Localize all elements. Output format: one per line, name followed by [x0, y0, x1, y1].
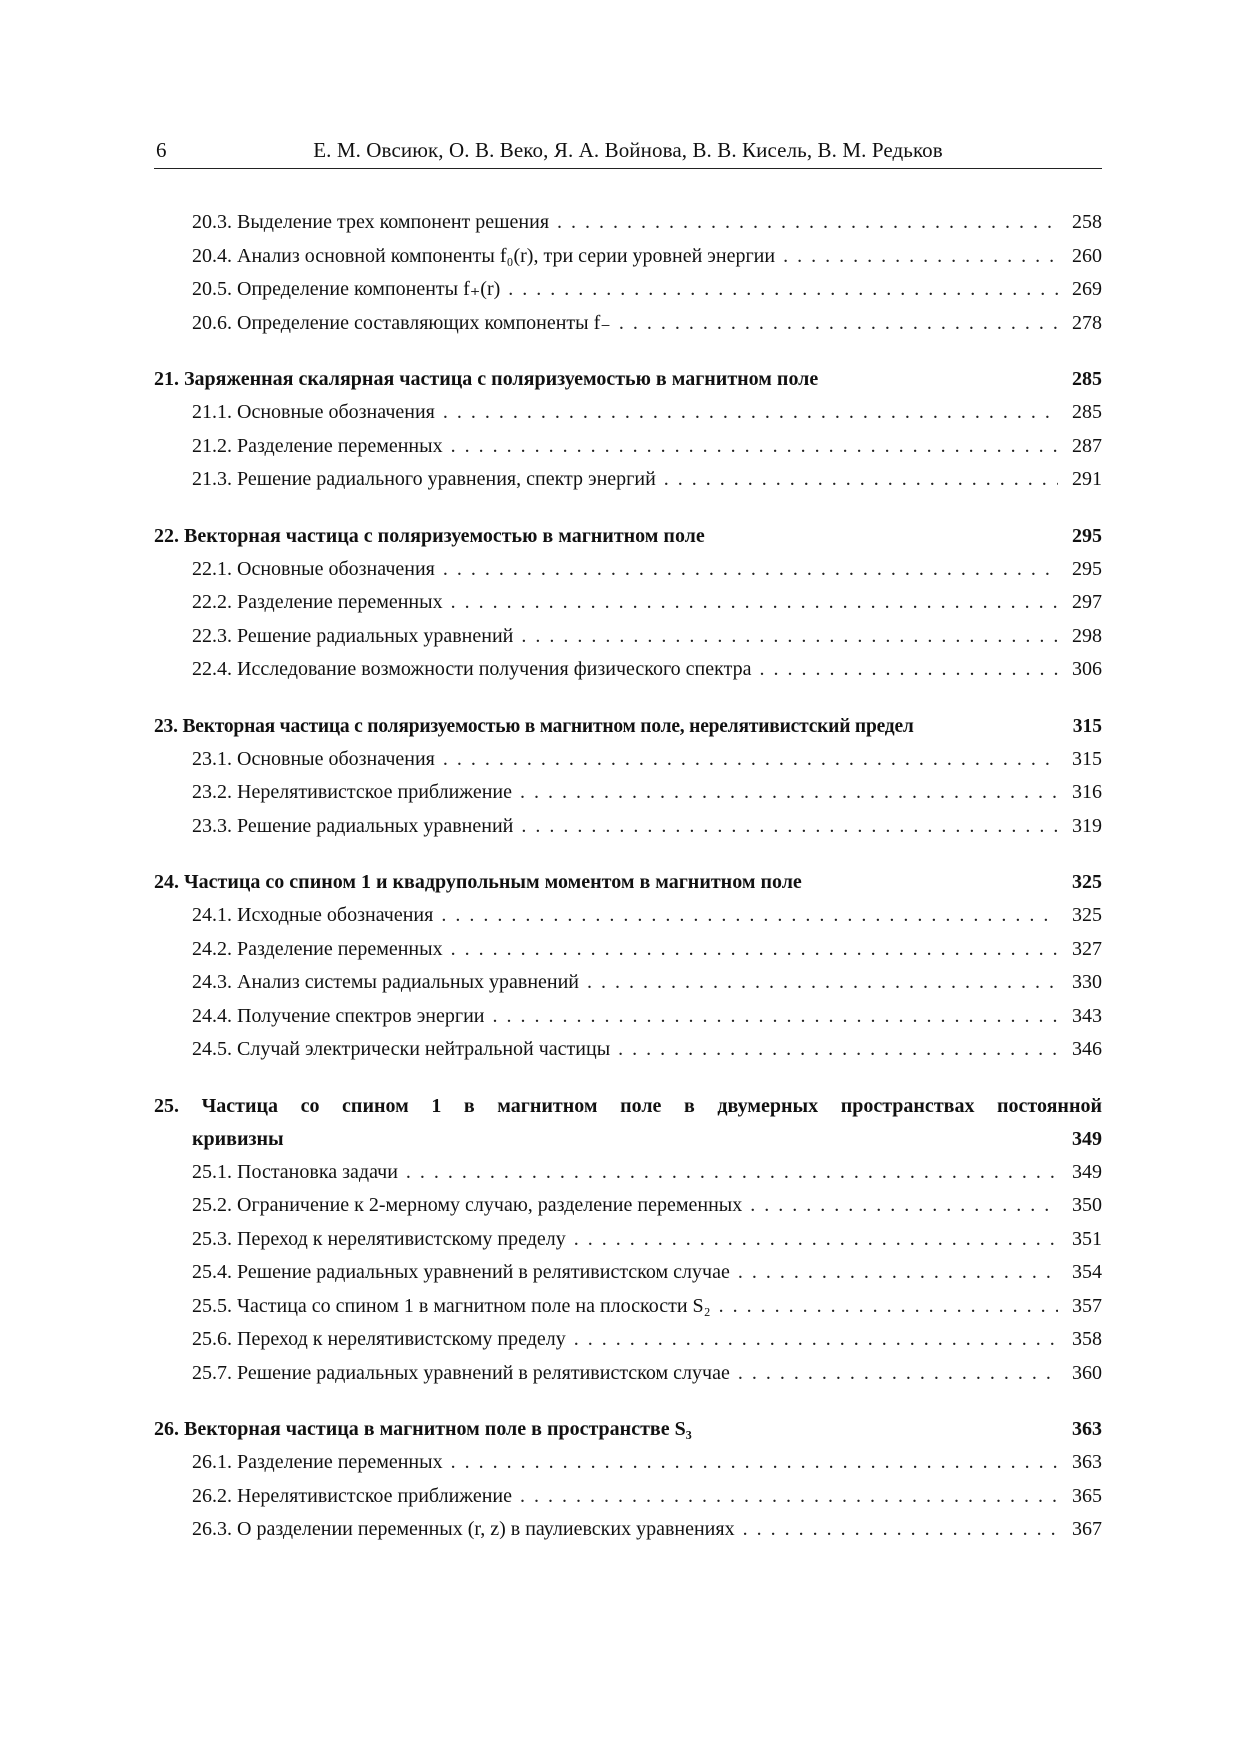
leader-dots: [619, 307, 1058, 341]
toc-entry-page: 285: [1072, 401, 1102, 423]
chapter-title[interactable]: [154, 1090, 1102, 1156]
toc-entry[interactable]: [154, 653, 1102, 687]
chapter-page: 295: [1072, 524, 1102, 547]
leader-dots: [783, 240, 1058, 274]
toc-entry-label: 25.2. Ограничение к 2-мерному случаю, разделение переменных: [192, 1194, 743, 1216]
chapter-page: 325: [1072, 871, 1102, 893]
leader-dots: [719, 1290, 1058, 1324]
toc-entry-label: 20.4. Анализ основной компоненты f₀(r), три серии уровней энергии: [192, 244, 776, 267]
chapter-page: 315: [1072, 715, 1102, 737]
toc-entry[interactable]: [154, 1513, 1102, 1547]
running-title: Е. М. Овсиюк, О. В. Веко, Я. А. Войнова, В. В. Кисель, В. М. Редьков: [313, 138, 943, 162]
toc-entry-label: 22.2. Разделение переменных: [192, 591, 443, 613]
toc-entry-page: 319: [1072, 814, 1102, 837]
leader-dots: [443, 743, 1058, 777]
toc-entry[interactable]: [154, 307, 1102, 341]
leader-dots: [750, 1189, 1058, 1223]
toc-entry[interactable]: [154, 273, 1102, 307]
chapter-title-line1: 25. Частица со спином 1 в магнитном поле в двумерных пространствах постоянной: [154, 1094, 1102, 1117]
toc-entry-label: 21.1. Основные обозначения: [192, 401, 435, 423]
leader-dots: [738, 1357, 1058, 1391]
toc-entry-label: 25.1. Постановка задачи: [192, 1160, 398, 1183]
chapter-title[interactable]: [154, 363, 1102, 396]
toc-entry-label: 23.1. Основные обозначения: [192, 747, 435, 770]
toc-entry[interactable]: [154, 1357, 1102, 1391]
toc-entry-page: 315: [1072, 747, 1102, 770]
leader-dots: [451, 1446, 1058, 1480]
toc-chapter-22: [154, 520, 1102, 687]
toc-entry[interactable]: [154, 1033, 1102, 1067]
leader-dots: [520, 776, 1058, 810]
toc-entry-label: 25.7. Решение радиальных уравнений в релятивистском случае: [192, 1361, 730, 1384]
toc-entry-page: 346: [1072, 1038, 1102, 1060]
toc-entry[interactable]: [154, 1156, 1102, 1190]
toc-chapter-21: [154, 363, 1102, 497]
toc-entry[interactable]: [154, 1000, 1102, 1034]
toc-entry-page: 287: [1072, 434, 1102, 457]
toc-entry-page: 354: [1072, 1261, 1102, 1283]
leader-dots: [743, 1513, 1058, 1547]
toc-entry-page: 258: [1072, 211, 1102, 233]
toc-entry[interactable]: [154, 1223, 1102, 1257]
leader-dots: [664, 463, 1058, 497]
leader-dots: [406, 1156, 1058, 1190]
toc-entry[interactable]: [154, 1290, 1102, 1324]
toc-entry[interactable]: [154, 1189, 1102, 1223]
toc-entry[interactable]: [154, 1446, 1102, 1480]
toc-entry[interactable]: [154, 586, 1102, 620]
toc-entry-page: 316: [1072, 781, 1102, 803]
toc-continued-block: [154, 206, 1102, 340]
toc-entry-label: 22.1. Основные обозначения: [192, 557, 435, 580]
page-number: 6: [156, 138, 167, 162]
leader-dots: [508, 273, 1058, 307]
toc-entry[interactable]: [154, 899, 1102, 933]
toc-entry-page: 360: [1072, 1361, 1102, 1384]
chapter-page: 349: [1072, 1127, 1102, 1150]
leader-dots: [493, 1000, 1059, 1034]
toc-entry-label: 21.3. Решение радиального уравнения, спектр энергий: [192, 468, 656, 490]
leader-dots: [587, 966, 1058, 1000]
toc-chapter-25: [154, 1090, 1102, 1391]
toc-entry-page: 357: [1072, 1294, 1102, 1317]
leader-dots: [441, 899, 1058, 933]
toc-entry[interactable]: [154, 396, 1102, 430]
toc-entry-label: 25.5. Частица со спином 1 в магнитном поле на плоскости S₂: [192, 1294, 711, 1317]
toc-entry-page: 350: [1072, 1194, 1102, 1216]
chapter-title-text: 24. Частица со спином 1 и квадрупольным моментом в магнитном поле: [154, 871, 802, 893]
toc-entry-label: 20.5. Определение компоненты f₊(r): [192, 278, 501, 300]
toc-entry-label: 23.2. Нерелятивистское приближение: [192, 781, 513, 803]
toc-entry-label: 21.2. Разделение переменных: [192, 434, 443, 457]
leader-dots: [738, 1256, 1058, 1290]
leader-dots: [521, 620, 1058, 654]
chapter-title-line2: кривизны: [192, 1127, 284, 1150]
toc-entry-page: 278: [1072, 311, 1102, 334]
toc-entry-label: 20.6. Определение составляющих компоненты f₋: [192, 311, 611, 334]
chapter-title-text: 26. Векторная частица в магнитном поле в пространстве S₃: [154, 1418, 692, 1440]
toc-entry[interactable]: [154, 553, 1102, 587]
toc-entry-label: 24.3. Анализ системы радиальных уравнений: [192, 971, 580, 993]
leader-dots: [557, 206, 1058, 240]
toc-entry[interactable]: [154, 1323, 1102, 1357]
toc-entry-page: 330: [1072, 971, 1102, 993]
leader-dots: [759, 653, 1058, 687]
leader-dots: [451, 933, 1058, 967]
toc-entry[interactable]: [154, 933, 1102, 967]
chapter-title[interactable]: [154, 710, 1102, 743]
page-header: [154, 134, 1102, 169]
toc-entry-page: 358: [1072, 1328, 1102, 1350]
toc-entry[interactable]: [154, 1256, 1102, 1290]
toc-chapter-23: [154, 710, 1102, 844]
toc-entry-label: 22.3. Решение радиальных уравнений: [192, 624, 514, 647]
leader-dots: [451, 430, 1058, 464]
toc-entry-label: 25.4. Решение радиальных уравнений в релятивистском случае: [192, 1261, 730, 1283]
toc-entry-label: 23.3. Решение радиальных уравнений: [192, 814, 514, 837]
toc-entry-page: 260: [1072, 244, 1102, 267]
toc-entry[interactable]: [154, 776, 1102, 810]
toc-entry[interactable]: [154, 206, 1102, 240]
toc-entry-page: 298: [1072, 624, 1102, 647]
chapter-title[interactable]: [154, 866, 1102, 899]
toc-entry-page: 351: [1072, 1227, 1102, 1250]
toc-entry-page: 363: [1072, 1451, 1102, 1473]
toc-entry-label: 24.2. Разделение переменных: [192, 937, 443, 960]
toc-entry-page: 349: [1072, 1160, 1102, 1183]
toc-entry-page: 325: [1072, 904, 1102, 926]
toc-entry-label: 26.1. Разделение переменных: [192, 1451, 443, 1473]
toc-entry-label: 22.4. Исследование возможности получения физического спектра: [192, 658, 752, 680]
toc-entry-label: 20.3. Выделение трех компонент решения: [192, 211, 550, 233]
leader-dots: [574, 1223, 1058, 1257]
chapter-title-text: 21. Заряженная скалярная частица с поляризуемостью в магнитном поле: [154, 368, 819, 390]
toc-entry-page: 367: [1072, 1518, 1102, 1540]
toc-entry[interactable]: [154, 430, 1102, 464]
leader-dots: [443, 553, 1058, 587]
toc-entry-label: 26.2. Нерелятивистское приближение: [192, 1484, 513, 1507]
leader-dots: [520, 1480, 1058, 1514]
toc-entry-page: 291: [1072, 468, 1102, 490]
chapter-title-text: 23. Векторная частица с поляризуемостью в магнитном поле, нерелятивистский предел: [154, 715, 914, 737]
toc-entry[interactable]: [154, 463, 1102, 497]
toc-chapter-26: [154, 1413, 1102, 1547]
toc-entry-page: 297: [1072, 591, 1102, 613]
chapter-page: 363: [1072, 1418, 1102, 1440]
toc-entry[interactable]: [154, 966, 1102, 1000]
toc-entry[interactable]: [154, 240, 1102, 274]
chapter-title[interactable]: [154, 520, 1102, 553]
toc-entry[interactable]: [154, 810, 1102, 844]
chapter-title-line2-row: [154, 1123, 1102, 1156]
toc-entry-page: 269: [1072, 278, 1102, 300]
toc-entry-label: 25.6. Переход к нерелятивистскому пределу: [192, 1328, 566, 1350]
leader-dots: [521, 810, 1058, 844]
toc-entry-page: 306: [1072, 658, 1102, 680]
toc-entry-label: 26.3. О разделении переменных (r, z) в паулиевских уравнениях: [192, 1518, 735, 1540]
leader-dots: [443, 396, 1058, 430]
toc-entry-label: 25.3. Переход к нерелятивистскому пределу: [192, 1227, 566, 1250]
table-of-contents: [154, 206, 1102, 1570]
toc-chapter-24: [154, 866, 1102, 1067]
toc-entry[interactable]: [154, 743, 1102, 777]
toc-entry[interactable]: [154, 1480, 1102, 1514]
leader-dots: [451, 586, 1058, 620]
leader-dots: [618, 1033, 1058, 1067]
toc-entry-label: 24.5. Случай электрически нейтральной частицы: [192, 1038, 611, 1060]
chapter-title-text: 22. Векторная частица с поляризуемостью в магнитном поле: [154, 524, 705, 547]
chapter-title[interactable]: [154, 1413, 1102, 1446]
leader-dots: [574, 1323, 1058, 1357]
toc-entry-page: 295: [1072, 557, 1102, 580]
toc-entry-page: 327: [1072, 937, 1102, 960]
chapter-page: 285: [1072, 368, 1102, 390]
toc-entry-page: 343: [1072, 1004, 1102, 1027]
toc-entry-label: 24.4. Получение спектров энергии: [192, 1004, 485, 1027]
toc-entry[interactable]: [154, 620, 1102, 654]
toc-entry-label: 24.1. Исходные обозначения: [192, 904, 434, 926]
toc-entry-page: 365: [1072, 1484, 1102, 1507]
